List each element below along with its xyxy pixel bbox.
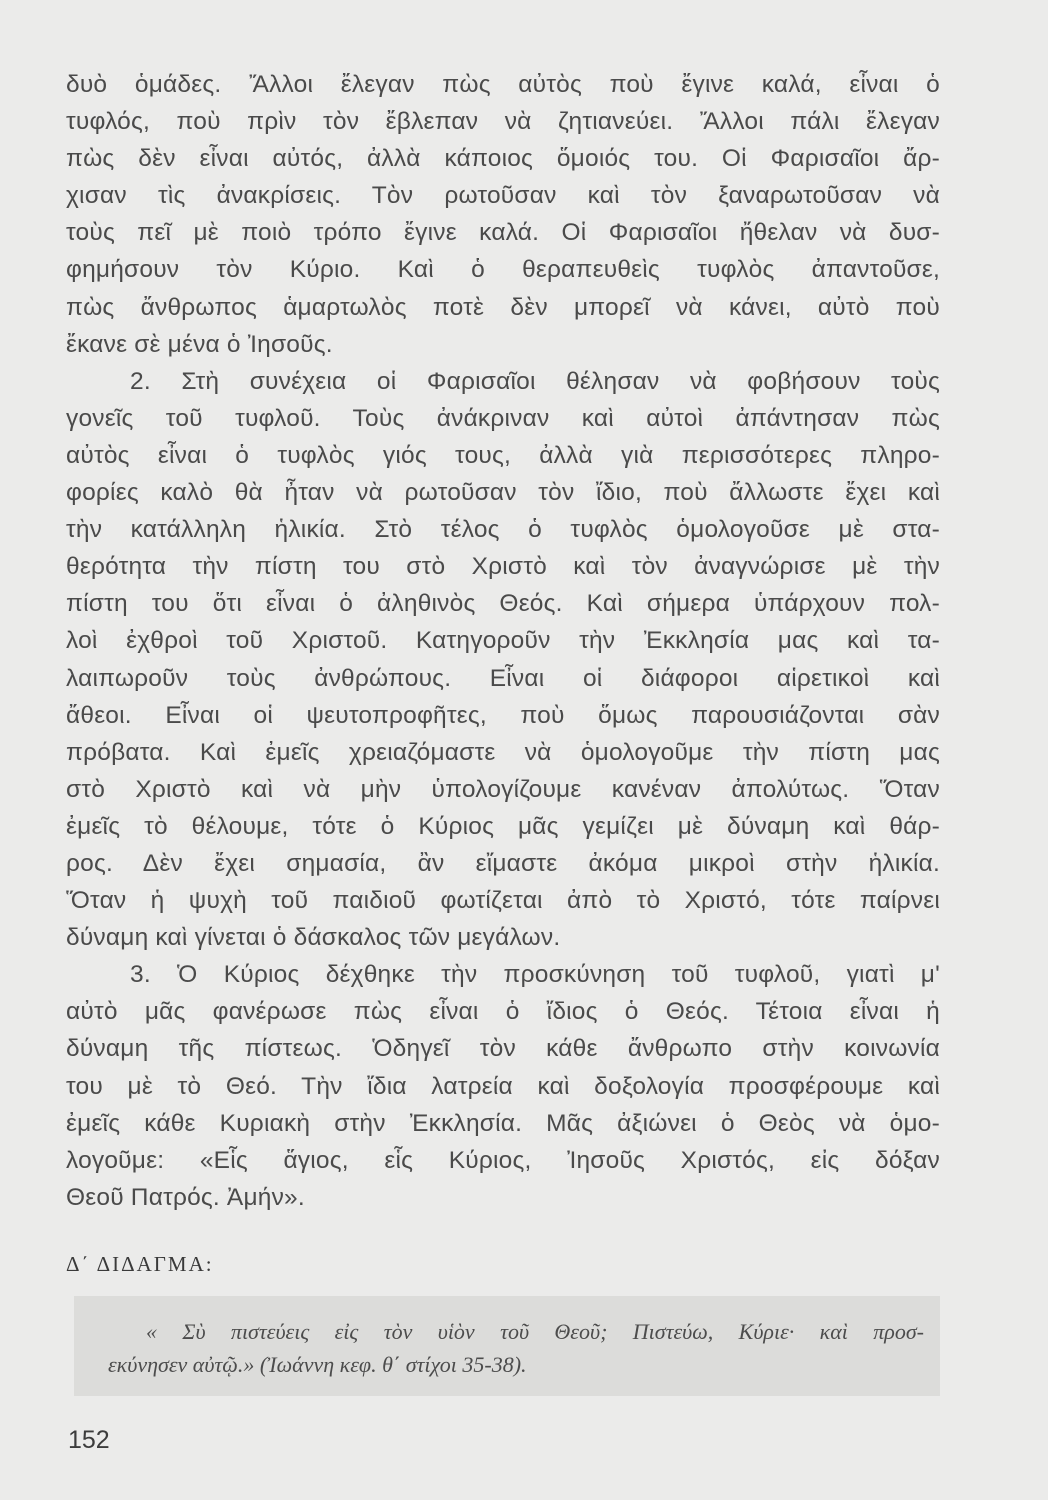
text-line: δύναμη τῆς πίστεως. Ὁδηγεῖ τὸν κάθε ἄνθρωπο στὴν κοινωνία <box>66 1035 940 1063</box>
text-line: ἄθεοι. Εἶναι οἱ ψευτοπροφῆτες, ποὺ ὅμως παρουσιάζονται σὰν <box>66 701 940 729</box>
text-line: στὸ Χριστὸ καὶ νὰ μὴν ὑπολογίζουμε κανέναν ἀπολύτως. Ὅταν <box>66 775 940 803</box>
text-line: πίστη του ὅτι εἶναι ὁ ἀληθινὸς Θεός. Καὶ σήμερα ὑπάρχουν πολ- <box>66 590 940 618</box>
text-line: δυὸ ὁμάδες. Ἄλλοι ἔλεγαν πὼς αὐτὸς ποὺ ἔγινε καλά, εἶναι ὁ <box>66 71 940 98</box>
text-line: αὐτὸ μᾶς φανέρωσε πὼς εἶναι ὁ ἴδιος ὁ Θεός. Τέτοια εἶναι ἡ <box>66 998 940 1026</box>
text-line: θερότητα τὴν πίστη του στὸ Χριστὸ καὶ τὸν ἀναγνώρισε μὲ τὴν <box>66 553 940 581</box>
text-line: χισαν τὶς ἀνακρίσεις. Τὸν ρωτοῦσαν καὶ τὸν ξαναρωτοῦσαν νὰ <box>66 182 940 210</box>
body-text <box>66 66 940 1216</box>
text-line: Ὅταν ἡ ψυχὴ τοῦ παιδιοῦ φωτίζεται ἀπὸ τὸ Χριστό, τότε παίρνει <box>66 887 940 915</box>
scripture-quote-box <box>74 1296 940 1396</box>
text-line: του μὲ τὸ Θεό. Τὴν ἴδια λατρεία καὶ δοξολογία προσφέρουμε καὶ <box>66 1072 940 1100</box>
text-line: τοὺς πεῖ μὲ ποιὸ τρόπο ἔγινε καλά. Οἱ Φαρισαῖοι ἤθελαν νὰ δυσ- <box>66 219 940 247</box>
text-line: τυφλός, ποὺ πρὶν τὸν ἔβλεπαν νὰ ζητιανεύει. Ἄλλοι πάλι ἔλεγαν <box>66 108 940 136</box>
text-line: λαιπωροῦν τοὺς ἀνθρώπους. Εἶναι οἱ διάφοροι αἱρετικοὶ καὶ <box>66 664 940 692</box>
quote-line: « Σὺ πιστεύεις εἰς τὸν υἱὸν τοῦ Θεοῦ; Πιστεύω, Κύριε· καὶ προσ- <box>146 1319 924 1344</box>
text-line: ἔκανε σὲ μένα ὁ Ἰησοῦς. <box>66 330 333 358</box>
text-line: φημήσουν τὸν Κύριο. Καὶ ὁ θεραπευθεὶς τυφλὸς ἀπαντοῦσε, <box>66 256 940 284</box>
section-heading: Δ΄ ΔΙΔΑΓΜΑ: <box>66 1252 214 1276</box>
page-number: 152 <box>68 1426 110 1454</box>
quote-line: εκύνησεν αὐτῷ.» (Ἰωάννη κεφ. θ΄ στίχοι 35-38). <box>108 1352 527 1377</box>
text-line: δύναμη καὶ γίνεται ὁ δάσκαλος τῶν μεγάλων. <box>66 924 561 952</box>
text-line: ρος. Δὲν ἔχει σημασία, ἂν εἴμαστε ἀκόμα μικροὶ στὴν ἡλικία. <box>66 849 940 877</box>
text-line: 2. Στὴ συνέχεια οἱ Φαρισαῖοι θέλησαν νὰ φοβήσουν τοὺς <box>130 367 940 395</box>
text-line: λογοῦμε: «Εἷς ἅγιος, εἷς Κύριος, Ἰησοῦς Χριστός, εἰς δόξαν <box>66 1146 940 1174</box>
text-line: γονεῖς τοῦ τυφλοῦ. Τοὺς ἀνάκριναν καὶ αὐτοὶ ἀπάντησαν πὼς <box>66 404 940 432</box>
text-line: λοὶ ἐχθροὶ τοῦ Χριστοῦ. Κατηγοροῦν τὴν Ἐκκλησία μας καὶ τα- <box>66 627 940 655</box>
text-line: Θεοῦ Πατρός. Ἀμήν». <box>66 1183 305 1211</box>
text-line: φορίες καλὸ θὰ ἦταν νὰ ρωτοῦσαν τὸν ἴδιο, ποὺ ἄλλωστε ἔχει καὶ <box>66 479 940 507</box>
text-line: 3. Ὁ Κύριος δέχθηκε τὴν προσκύνηση τοῦ τυφλοῦ, γιατὶ μ' <box>130 961 940 989</box>
text-line: πρόβατα. Καὶ ἐμεῖς χρειαζόμαστε νὰ ὁμολογοῦμε τὴν πίστη μας <box>66 738 940 766</box>
text-line: αὐτὸς εἶναι ὁ τυφλὸς γιός τους, ἀλλὰ γιὰ περισσότερες πληρο- <box>66 441 940 469</box>
text-line: τὴν κατάλληλη ἡλικία. Στὸ τέλος ὁ τυφλὸς ὁμολογοῦσε μὲ στα- <box>66 516 940 544</box>
text-line: πὼς δὲν εἶναι αὐτός, ἀλλὰ κάποιος ὅμοιός του. Οἱ Φαρισαῖοι ἄρ- <box>66 145 940 173</box>
text-line: ἐμεῖς τὸ θέλουμε, τότε ὁ Κύριος μᾶς γεμίζει μὲ δύναμη καὶ θάρ- <box>66 812 940 840</box>
text-line: πὼς ἄνθρωπος ἁμαρτωλὸς ποτὲ δὲν μπορεῖ νὰ κάνει, αὐτὸ ποὺ <box>66 293 940 321</box>
text-line: ἐμεῖς κάθε Κυριακὴ στὴν Ἐκκλησία. Μᾶς ἀξιώνει ὁ Θεὸς νὰ ὁμο- <box>66 1109 940 1137</box>
